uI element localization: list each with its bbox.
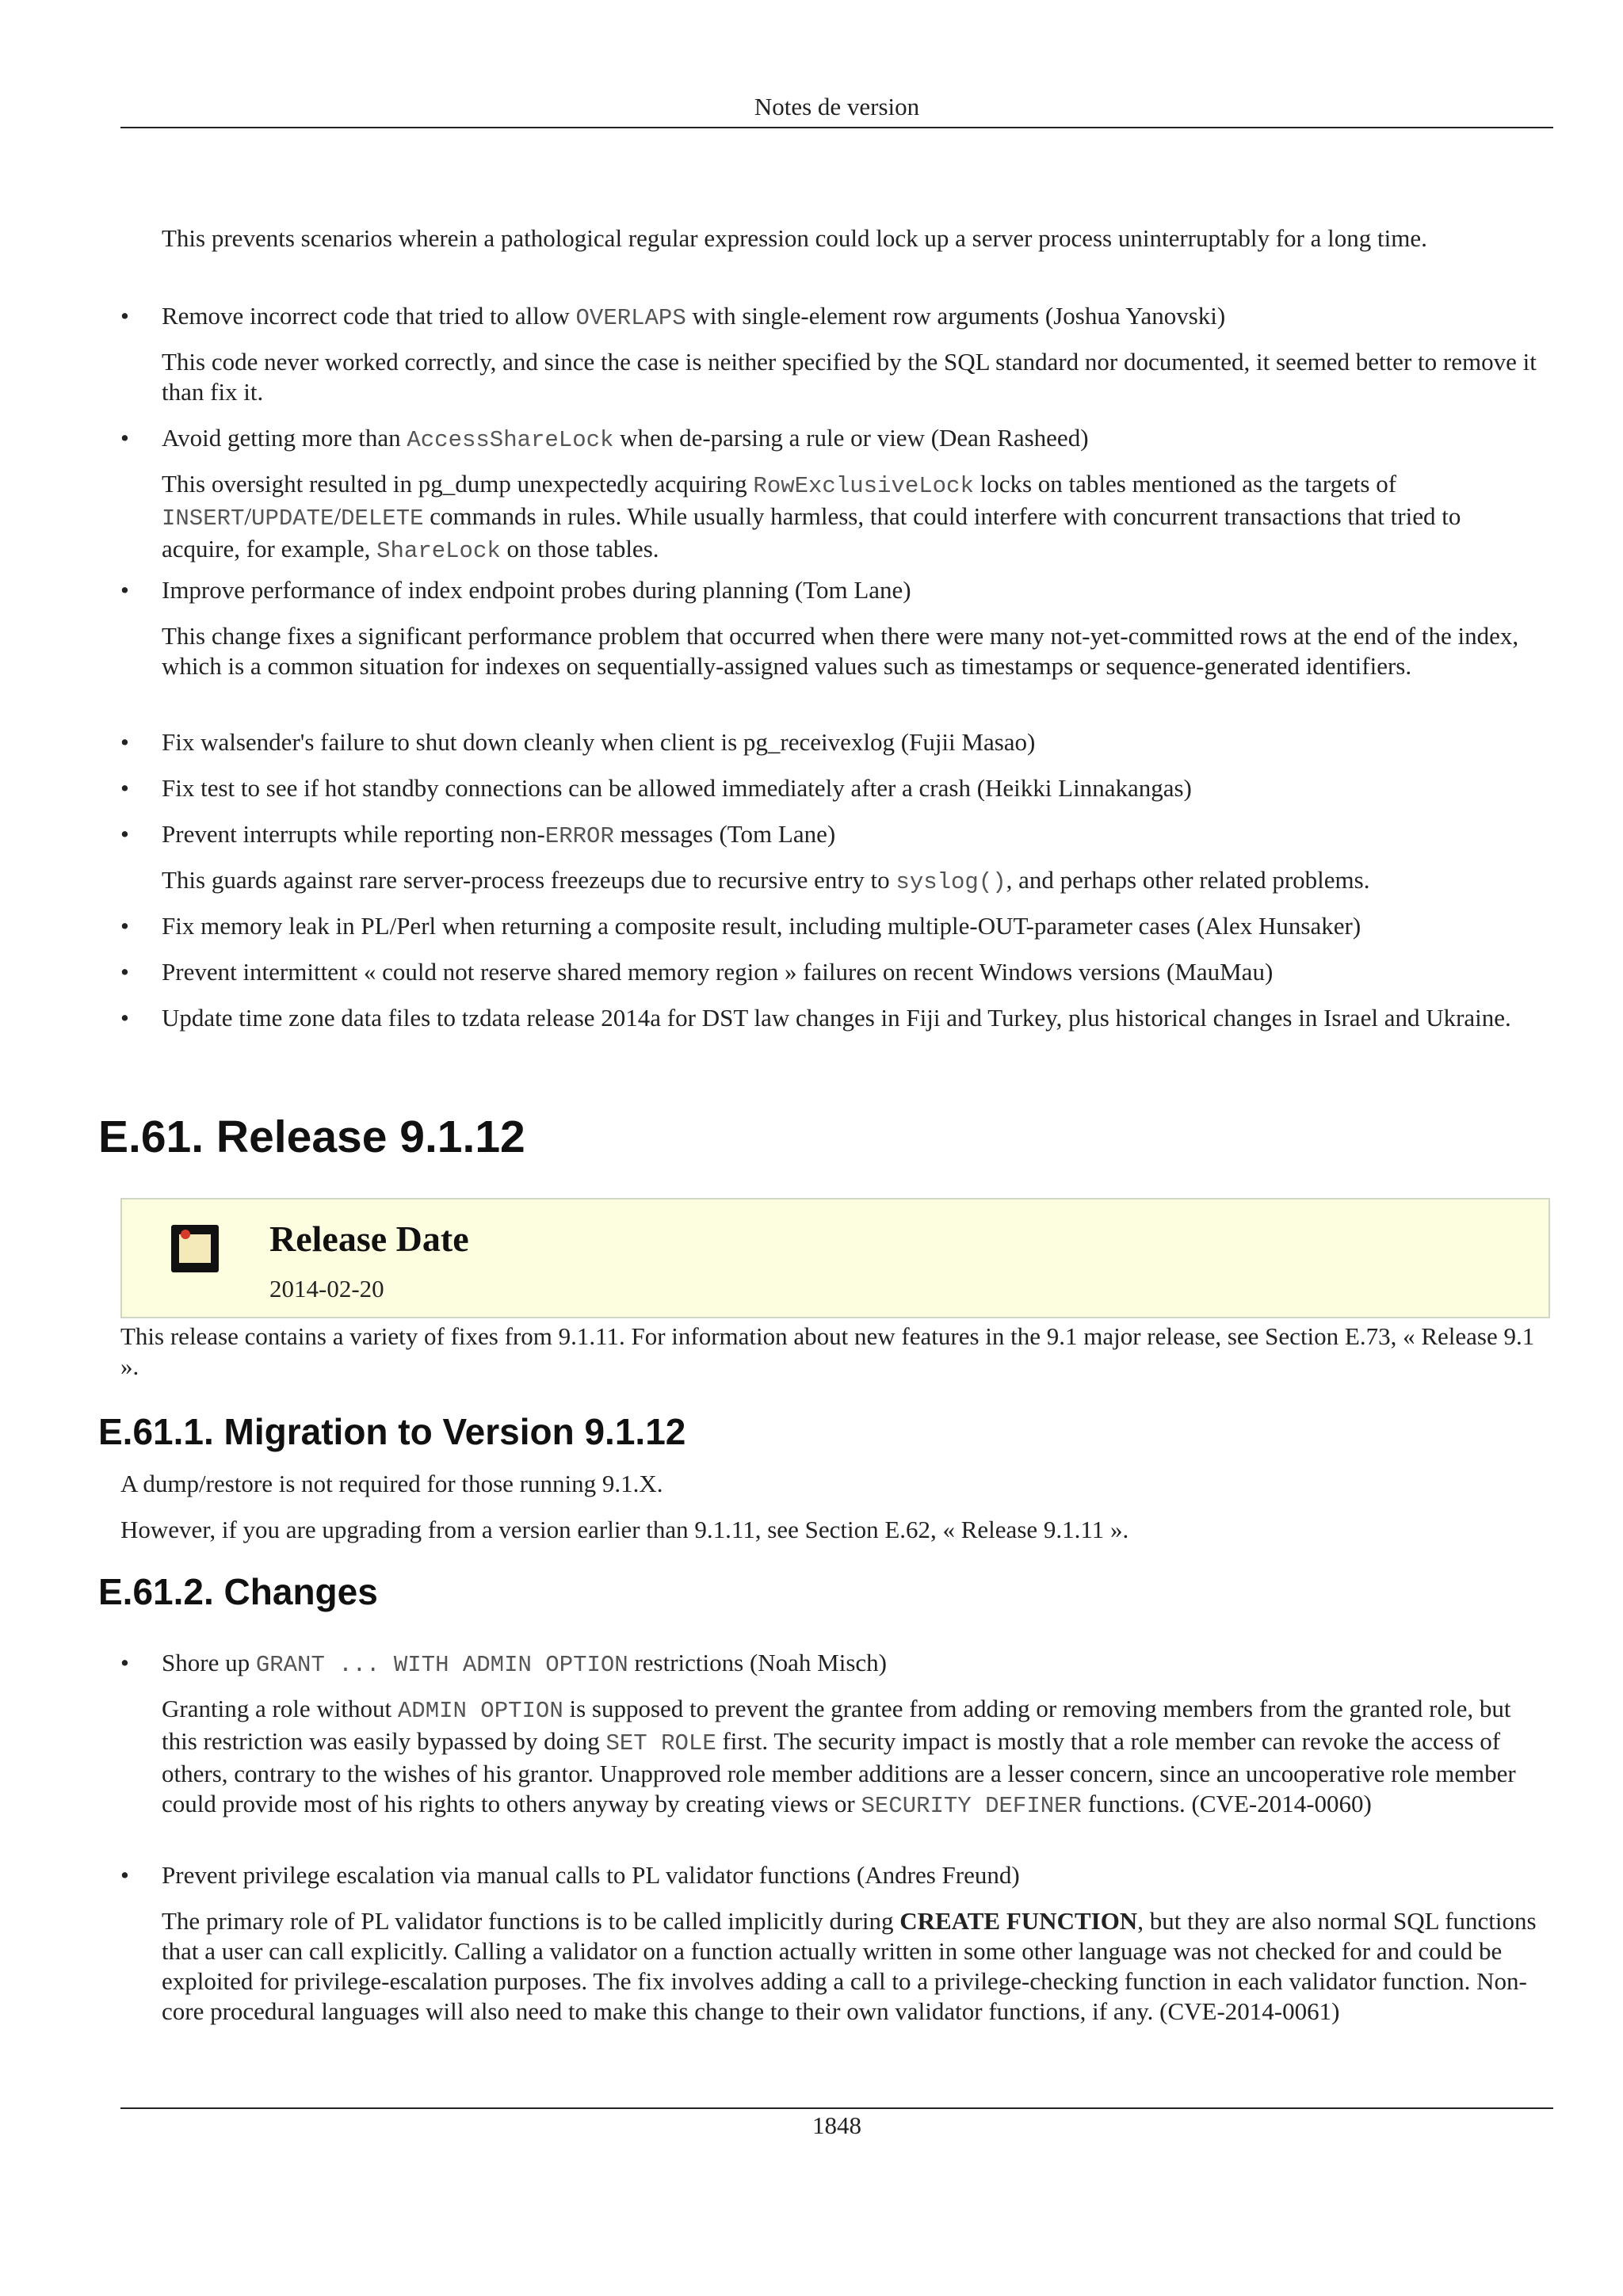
text: commands in rules. While usually harmless, that could interfere with concurrent transactions that tried to acquire, for example, bbox=[162, 502, 1461, 563]
text: functions. (CVE-2014-0060) bbox=[1081, 1790, 1372, 1817]
code-literal: DELETE bbox=[341, 505, 424, 532]
footer-rule bbox=[120, 2107, 1553, 2109]
list-item-text: Fix test to see if hot standby connections can be allowed immediately after a crash (Heikki Linnakangas) bbox=[162, 774, 1192, 802]
paragraph: However, if you are upgrading from a version earlier than 9.1.11, see Section E.62, « Release 9.1.11 ». bbox=[120, 1516, 1129, 1543]
code-literal: RowExclusiveLock bbox=[753, 473, 974, 499]
note-icon bbox=[171, 1225, 219, 1272]
code-literal: INSERT bbox=[162, 505, 245, 532]
paragraph bbox=[162, 469, 1537, 566]
code-literal: SECURITY DEFINER bbox=[861, 1793, 1082, 1819]
list-item-text: Prevent privilege escalation via manual calls to PL validator functions (Andres Freund) bbox=[162, 1861, 1020, 1889]
bullet-icon: • bbox=[120, 912, 129, 940]
text: Prevent interrupts while reporting non- bbox=[162, 820, 545, 848]
text: This oversight resulted in pg_dump unexpectedly acquiring bbox=[162, 470, 754, 498]
text: / bbox=[334, 502, 342, 530]
subsection-title: E.61.1. Migration to Version 9.1.12 bbox=[98, 1411, 686, 1452]
list-item-text: Update time zone data files to tzdata release 2014a for DST law changes in Fiji and Turkey, plus historical changes in Israel and Ukraine. bbox=[162, 1004, 1511, 1032]
paragraph: This change fixes a significant performance problem that occurred when there were many not-yet-committed rows at the end of the index, which is a common situation for indexes on sequentially-assigned values such as timestamps or sequence-generated identifiers. bbox=[162, 622, 1519, 680]
text: , and perhaps other related problems. bbox=[1006, 866, 1370, 894]
list-item-text: Improve performance of index endpoint probes during planning (Tom Lane) bbox=[162, 576, 911, 604]
release-date-note bbox=[120, 1198, 1550, 1318]
list-item-text: Fix memory leak in PL/Perl when returning a composite result, including multiple-OUT-parameter cases (Alex Hunsaker) bbox=[162, 912, 1361, 940]
bold-term: CREATE FUNCTION bbox=[899, 1907, 1138, 1935]
bullet-icon: • bbox=[120, 576, 129, 604]
text: is supposed to prevent the grantee from adding or removing members from the granted role, but this restriction was easily bypassed by doing bbox=[162, 1695, 1511, 1755]
text: first. The security impact is mostly that a role member can revoke the access of others, contrary to the wishes of his grantor. Unapproved role member additions are a lesser concern, since an uncooperative role member could provide most of his rights to others anyway by creating views or bbox=[162, 1727, 1516, 1817]
bullet-icon: • bbox=[120, 1649, 129, 1676]
text: when de-parsing a rule or view (Dean Rasheed) bbox=[613, 424, 1089, 452]
intro-paragraph: This release contains a variety of fixes from 9.1.11. For information about new features in the 9.1 major release, see Section E.73, « Release 9.1 ». bbox=[120, 1322, 1535, 1380]
text: Shore up bbox=[162, 1649, 256, 1676]
list-item-text: Prevent intermittent « could not reserve shared memory region » failures on recent Windows versions (MauMau) bbox=[162, 958, 1274, 986]
code-literal: GRANT ... WITH ADMIN OPTION bbox=[255, 1652, 628, 1678]
paragraph bbox=[162, 1694, 1537, 1821]
code-literal: SET ROLE bbox=[605, 1730, 716, 1756]
text: messages (Tom Lane) bbox=[613, 820, 836, 848]
note-title: Release Date bbox=[269, 1219, 469, 1259]
text: The primary role of PL validator functions is to be called implicitly during bbox=[162, 1907, 900, 1935]
code-literal: syslog() bbox=[896, 869, 1006, 895]
paragraph: A dump/restore is not required for those running 9.1.X. bbox=[120, 1470, 663, 1497]
text: Granting a role without bbox=[162, 1695, 398, 1722]
bullet-icon: • bbox=[120, 1004, 129, 1032]
text: This guards against rare server-process freezeups due to recursive entry to bbox=[162, 866, 896, 894]
bullet-icon: • bbox=[120, 958, 129, 986]
code-literal: ShareLock bbox=[376, 538, 501, 564]
bullet-icon: • bbox=[120, 728, 129, 756]
text: / bbox=[244, 502, 252, 530]
bullet-icon: • bbox=[120, 424, 129, 452]
list-item-text: Fix walsender's failure to shut down cleanly when client is pg_receivexlog (Fujii Masao) bbox=[162, 728, 1036, 756]
bullet-icon: • bbox=[120, 820, 129, 848]
paragraph: This prevents scenarios wherein a pathological regular expression could lock up a server process uninterruptably for a long time. bbox=[162, 224, 1427, 252]
code-literal: UPDATE bbox=[251, 505, 334, 532]
paragraph: This code never worked correctly, and since the case is neither specified by the SQL standard nor documented, it seemed better to remove it than fix it. bbox=[162, 348, 1537, 406]
code-literal: AccessShareLock bbox=[407, 427, 614, 453]
bullet-icon: • bbox=[120, 774, 129, 802]
running-header: Notes de version bbox=[754, 93, 920, 120]
bullet-icon: • bbox=[120, 1861, 129, 1889]
release-date: 2014-02-20 bbox=[269, 1275, 384, 1302]
code-literal: ERROR bbox=[544, 823, 614, 849]
text: with single-element row arguments (Joshua Yanovski) bbox=[685, 302, 1226, 330]
text: Avoid getting more than bbox=[162, 424, 407, 452]
bullet-icon: • bbox=[120, 302, 129, 330]
text: Remove incorrect code that tried to allow bbox=[162, 302, 576, 330]
header-rule bbox=[120, 127, 1553, 128]
text: locks on tables mentioned as the targets of bbox=[973, 470, 1397, 498]
code-literal: OVERLAPS bbox=[575, 305, 686, 331]
text: , but they are also normal SQL functions that a user can call explicitly. Calling a validator on a function actually written in some other language was not checked for and could be exploited for privilege-escalation purposes. The fix involves adding a call to a privilege-checking function in each validator function. Non-core procedural languages will also need to make this change to their own validator functions, if any. (CVE-2014-0061) bbox=[162, 1907, 1537, 2025]
page-number: 1848 bbox=[812, 2111, 861, 2139]
paragraph bbox=[162, 865, 1537, 898]
text: on those tables. bbox=[500, 535, 659, 563]
paragraph bbox=[162, 1906, 1537, 2027]
text: restrictions (Noah Misch) bbox=[628, 1649, 888, 1676]
section-title: E.61. Release 9.1.12 bbox=[98, 1112, 525, 1162]
subsection-title: E.61.2. Changes bbox=[98, 1571, 378, 1612]
code-literal: ADMIN OPTION bbox=[397, 1698, 563, 1724]
